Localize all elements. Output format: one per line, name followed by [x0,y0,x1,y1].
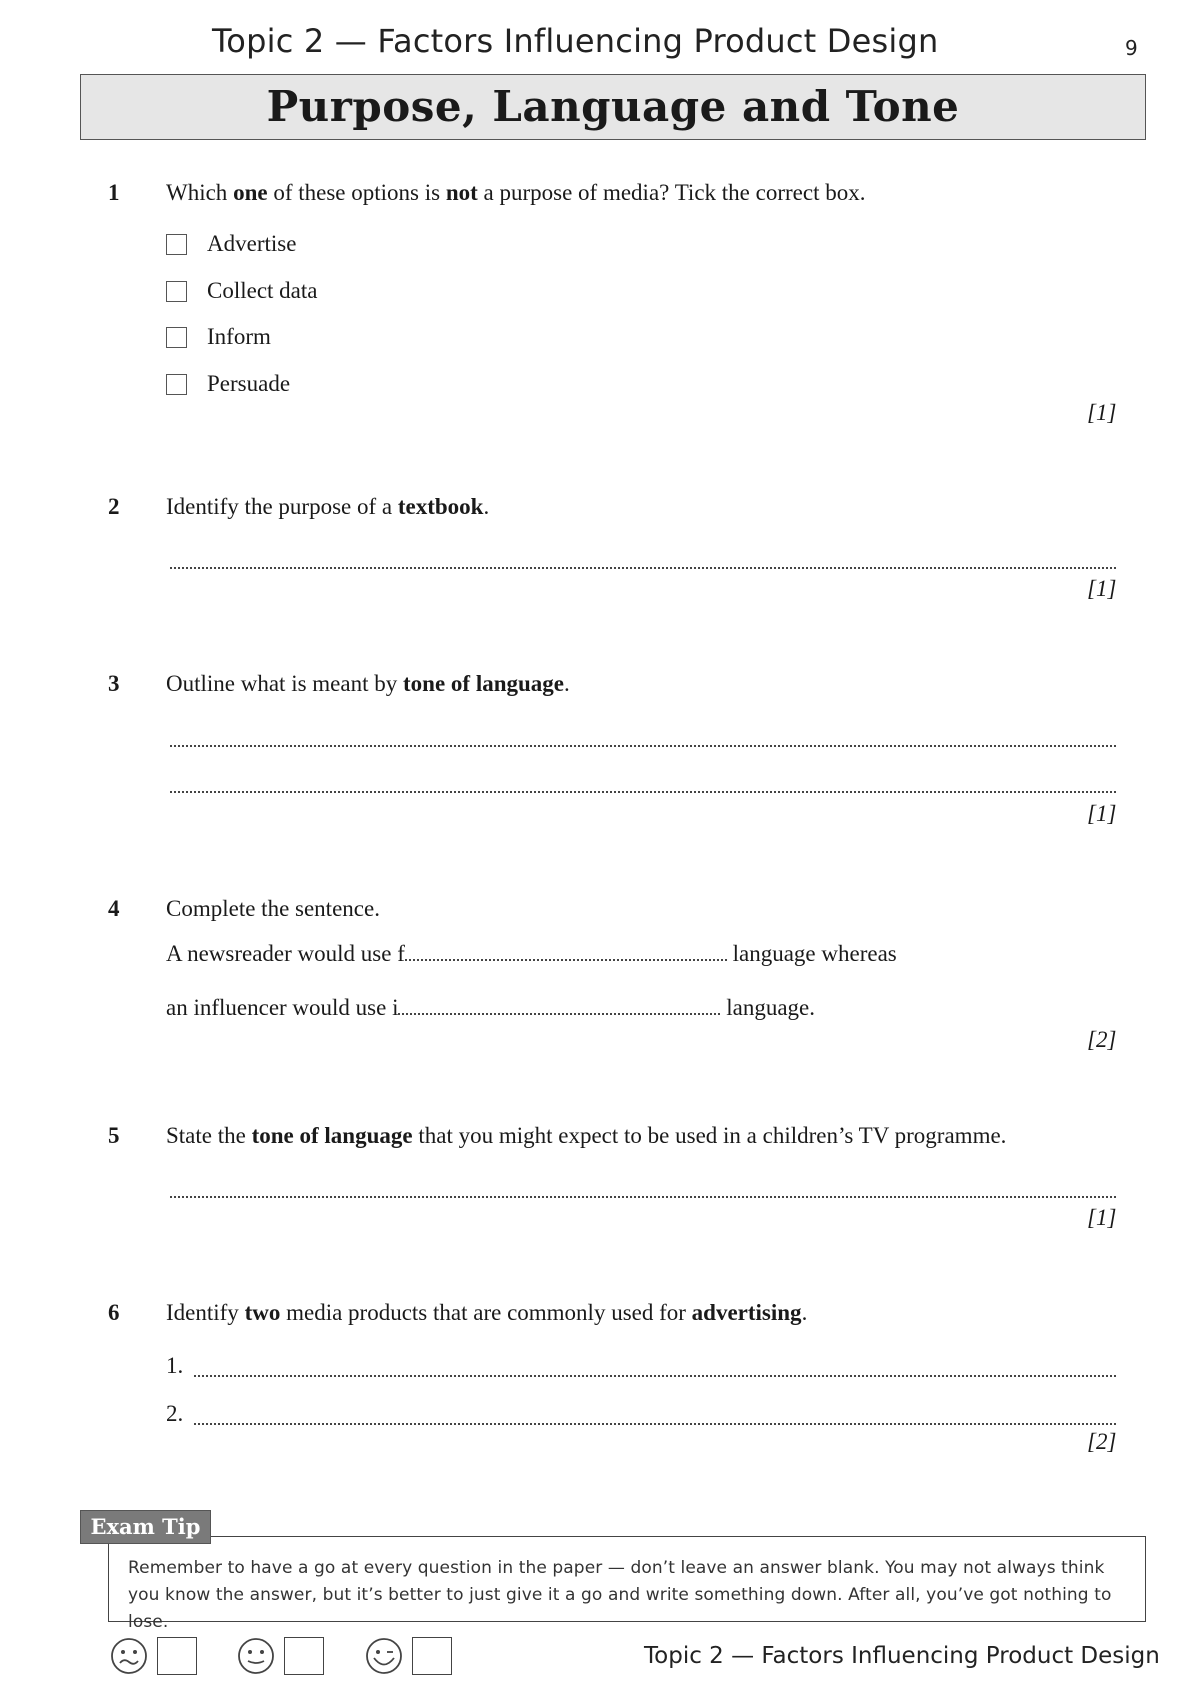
page-title: Purpose, Language and Tone [266,82,960,131]
question-text: Identify the purpose of a textbook. [166,494,490,519]
marks-label: [2] [1087,1027,1117,1052]
question-number: 1 [108,180,120,205]
question-text: Identify two media products that are commonly used for advertising. [166,1300,808,1325]
confidence-checkbox[interactable] [412,1637,452,1675]
checkbox[interactable] [166,281,187,302]
question-number: 6 [108,1300,120,1325]
option-label: Collect data [207,278,318,303]
sentence-line-2: an influencer would use i language. [166,995,815,1020]
answer-line-1[interactable] [166,1353,1116,1383]
question-text: Which one of these options is not a purpose of media? Tick the correct box. [166,180,866,205]
answer-line[interactable] [170,565,1116,569]
fill-in-blank[interactable] [398,1011,720,1015]
marks-label: [1] [1087,1205,1117,1230]
question-number: 3 [108,671,120,696]
confidence-checkbox[interactable] [284,1637,324,1675]
line-number: 1. [166,1353,184,1378]
dotted-line[interactable] [194,1375,1116,1377]
question-text: Complete the sentence. [166,896,380,921]
topic-title: Topic 2 — Factors Influencing Product Design [212,22,939,60]
question-text: Outline what is meant by tone of language. [166,671,570,696]
marks-label: [1] [1087,801,1117,826]
marks-label: [1] [1087,576,1117,601]
checkbox[interactable] [166,234,187,255]
option-label: Persuade [207,371,291,396]
page-header [0,22,1200,66]
marks-label: [1] [1087,400,1117,425]
exam-tip-text: Remember to have a go at every question in the paper — don’t leave an answer blank. You may not always think you know the answer, but it’s better to just give it a go and write something down. After all, you’ve got nothing to lose. [128,1558,1112,1632]
happy-face-icon [365,1637,403,1675]
neutral-face-icon [237,1637,275,1675]
checkbox[interactable] [166,374,187,395]
fill-in-blank[interactable] [405,957,727,961]
option-label: Advertise [207,231,297,256]
page-number: 9 [1125,36,1138,60]
confidence-checkbox[interactable] [157,1637,197,1675]
answer-line[interactable] [170,743,1116,747]
question-number: 5 [108,1123,120,1148]
answer-line[interactable] [170,789,1116,793]
question-number: 4 [108,896,120,921]
option-label: Inform [207,324,271,349]
exam-tip-label: Exam Tip [80,1510,211,1544]
question-number: 2 [108,494,120,519]
line-number: 2. [166,1401,184,1426]
answer-line-2[interactable] [166,1401,1116,1431]
exam-tip-box [108,1536,1146,1632]
dotted-line[interactable] [194,1423,1116,1425]
title-banner [80,74,1146,140]
footer-topic-title: Topic 2 — Factors Influencing Product Design [644,1643,1160,1669]
question-text: State the tone of language that you might expect to be used in a children’s TV programme. [166,1123,1007,1148]
worried-face-icon [110,1637,148,1675]
answer-line[interactable] [170,1194,1116,1198]
marks-label: [2] [1087,1429,1117,1454]
checkbox[interactable] [166,327,187,348]
sentence-line-1: A newsreader would use f language whereas [166,941,897,966]
